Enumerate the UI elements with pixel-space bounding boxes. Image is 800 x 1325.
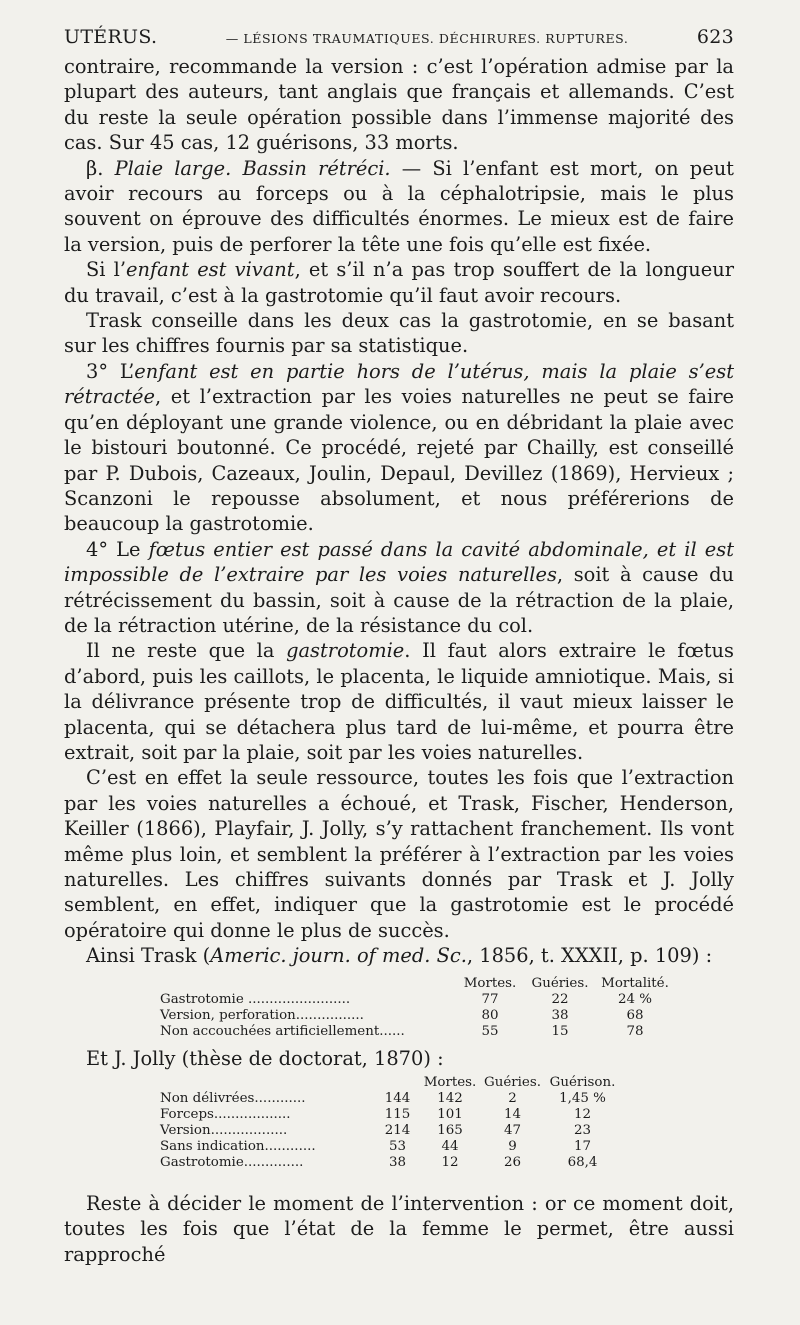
table-row: [160, 992, 670, 1008]
table-header-row: [160, 976, 670, 992]
paragraph: Il ne reste que la gastrotomie. Il faut alors extraire le fœtus d’abord, puis les caillots, le placenta, le liquide amniotique. Mais, si la délivrance présente trop de difficultés, il vaut mieux laisser le placenta, qui se détachera plus tard de lui-même, et pourra être extrait, soit par la plaie, soit par les voies naturelles.: [64, 639, 734, 764]
cell: 12: [573, 1107, 592, 1123]
cell: 77: [481, 991, 499, 1007]
leader-dots: ............: [254, 1091, 306, 1107]
cell: 53: [388, 1139, 407, 1155]
table-row: [160, 1155, 620, 1171]
row-label: Non délivrées: [160, 1091, 255, 1107]
column-header: Guéries.: [484, 1075, 541, 1091]
header-title: UTÉRUS.: [64, 26, 158, 48]
statistics-table-jolly: [160, 1075, 620, 1171]
row-label: Version: [160, 1123, 211, 1139]
paragraph: contraire, recommande la version : c’est l’opération admise par la plupart des auteurs, tant anglais que français et allemands. C’est du reste la seule opération possible dans l’immense majorité des cas. Sur 45 cas, 12 guérisons, 33 morts.: [64, 55, 734, 155]
leader-dots: ......: [379, 1023, 405, 1039]
table-header-row: [160, 1075, 620, 1091]
cell: 115: [384, 1107, 411, 1123]
paragraph: 3° L’enfant est en partie hors de l’utérus, mais la plaie s’est rétractée, et l’extraction par les voies naturelles ne peut se faire qu’en déployant une grande violence, ou en débridant la plaie avec le bistouri boutonné. Ce procédé, rejeté par Chailly, est conseillé par P. Dubois, Cazeaux, Joulin, Depaul, Devillez (1869), Hervieux ; Scanzoni le repousse absolument, et nous préférerions de beaucoup la gastrotomie.: [64, 359, 734, 536]
cell: 23: [573, 1123, 592, 1139]
cell: 68,4: [567, 1155, 598, 1171]
cell: 14: [503, 1107, 522, 1123]
paragraph: Trask conseille dans les deux cas la gastrotomie, en se basant sur les chiffres fournis par sa statistique.: [64, 309, 734, 358]
table-row: [160, 1091, 620, 1107]
paragraph: Si l’enfant est vivant, et s’il n’a pas trop souffert de la longueur du travail, c’est à la gastrotomie qu’il faut avoir recours.: [64, 258, 734, 307]
cell: 142: [437, 1091, 463, 1107]
cell: 47: [503, 1123, 522, 1139]
leader-dots: ..................: [210, 1123, 288, 1139]
leader-dots: ............: [264, 1139, 316, 1155]
paragraph: Ainsi Trask (Americ. journ. of med. Sc., 1856, t. XXXII, p. 109) :: [86, 944, 713, 968]
table-row: [160, 1107, 620, 1123]
page: [64, 22, 734, 1267]
cell: 68: [626, 1007, 644, 1023]
cell: 55: [481, 1023, 499, 1039]
cell: 38: [551, 1007, 569, 1023]
row-label: Gastrotomie: [160, 991, 244, 1007]
cell: 24 %: [617, 991, 653, 1007]
row-label: Forceps: [160, 1107, 214, 1123]
column-header: Guéries.: [531, 975, 589, 991]
paragraph: β. Plaie large. Bassin rétréci. — Si l’enfant est mort, on peut avoir recours au forceps ou à la céphalotripsie, mais le plus souvent on éprouve des difficultés énormes. Le mieux est de faire la version, puis de perforer la tête une fois qu’elle est fixée.: [64, 156, 734, 256]
cell: 12: [441, 1155, 459, 1171]
table-row: [160, 1008, 670, 1024]
cell: 2: [508, 1091, 517, 1107]
statistics-table-trask: [160, 976, 670, 1040]
paragraph: C’est en effet la seule ressource, toutes les fois que l’extraction par les voies naturelles a échoué, et Trask, Fischer, Henderson, Keiller (1866), Playfair, J. Jolly, s’y rattachent franchement. Ils vont même plus loin, et semblent la préférer à l’extraction par les voies naturelles. Les chiffres suivants donnés par Trask et J. Jolly semblent, en effet, indiquer que la gastrotomie est le procédé opératoire qui donne le plus de succès.: [64, 766, 734, 942]
cell: 44: [441, 1139, 459, 1155]
cell: 80: [481, 1007, 499, 1023]
header-subtitle: — LÉSIONS TRAUMATIQUES. DÉCHIRURES. RUPTURES.: [225, 31, 629, 46]
cell: 22: [551, 991, 569, 1007]
column-header: Guérison.: [549, 1075, 616, 1091]
paragraph: Et J. Jolly (thèse de doctorat, 1870) :: [86, 1046, 444, 1070]
cell: 165: [437, 1123, 463, 1139]
table-row: [160, 1123, 620, 1139]
cell: 17: [573, 1139, 592, 1155]
cell: 1,45 %: [559, 1091, 606, 1107]
cell: 38: [388, 1155, 407, 1171]
table-row: [160, 1024, 670, 1040]
leader-dots: ..................: [213, 1107, 291, 1123]
cell: 144: [384, 1091, 411, 1107]
leader-dots: ..............: [243, 1155, 304, 1171]
row-label: Version, perforation: [160, 1007, 296, 1023]
cell: 15: [551, 1023, 569, 1039]
row-label: Sans indication: [160, 1139, 265, 1155]
column-header: Mortes.: [423, 1075, 477, 1091]
row-label: Non accouchées artificiellement: [160, 1023, 380, 1039]
page-number: 623: [696, 26, 734, 48]
column-header: Mortes.: [463, 975, 517, 991]
cell: 101: [437, 1107, 463, 1123]
column-header: Mortalité.: [601, 975, 669, 991]
table-row: [160, 1139, 620, 1155]
running-header: [64, 22, 734, 54]
row-label: Gastrotomie: [160, 1155, 244, 1171]
paragraph: 4° Le fœtus entier est passé dans la cavité abdominale, et il est impossible de l’extraire par les voies naturelles, soit à cause du rétrécissement du bassin, soit à cause de la rétraction de la plaie, de la rétraction utérine, de la résistance du col.: [64, 537, 734, 637]
cell: 78: [626, 1023, 644, 1039]
paragraph: Reste à décider le moment de l’intervention : or ce moment doit, toutes les fois que l’état de la femme le permet, être aussi rapproché: [64, 1192, 734, 1266]
cell: 9: [508, 1139, 517, 1155]
cell: 26: [503, 1155, 522, 1171]
leader-dots: ........................: [248, 991, 351, 1007]
cell: 214: [384, 1123, 411, 1139]
leader-dots: ................: [295, 1007, 364, 1023]
